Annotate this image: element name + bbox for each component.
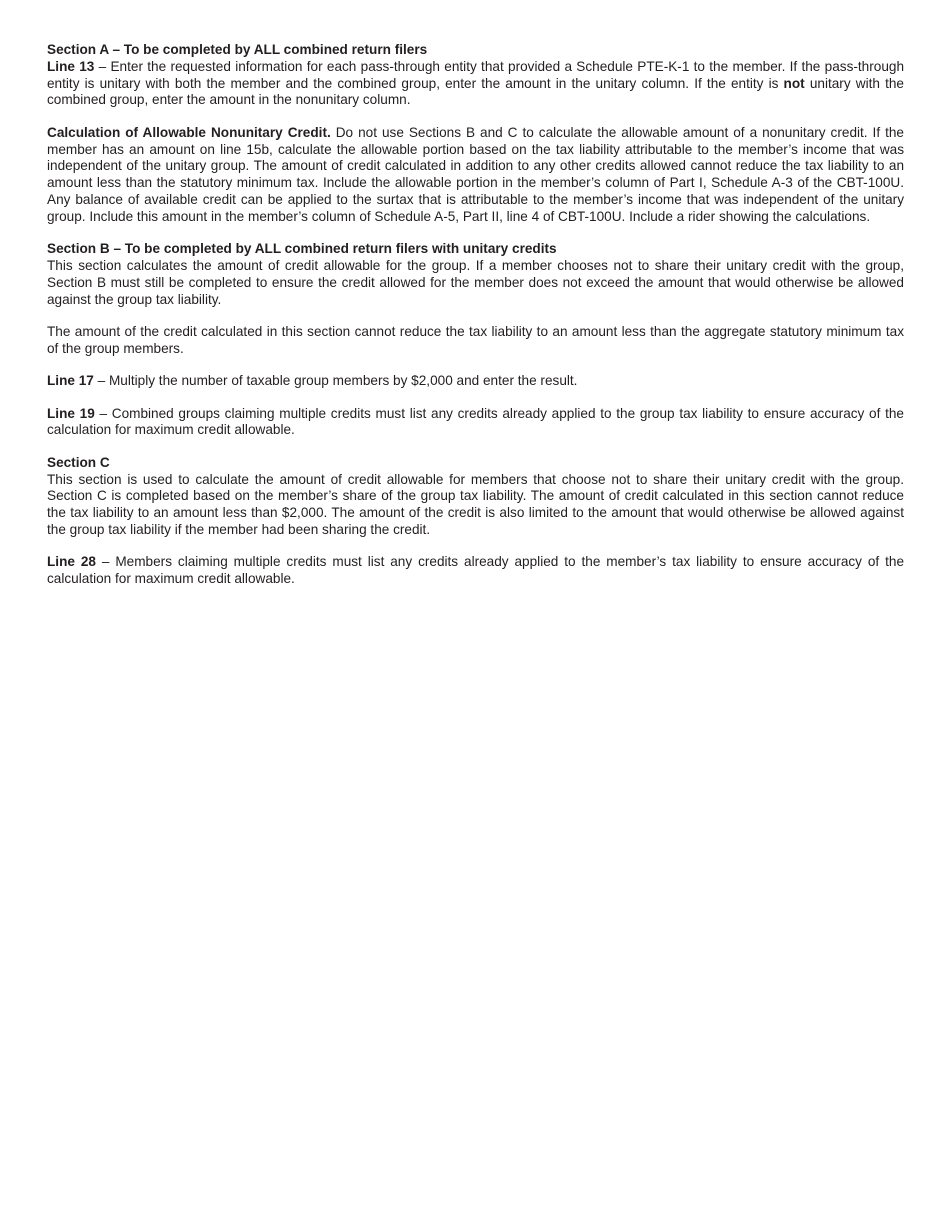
nonunitary-credit-text: Do not use Sections B and C to calculate the allowable amount of a nonunitary credit. If the member has an amount on line 15b, calculate the allowable portion based on the tax liability attributable to the member’s income that was independent of the unitary group. The amount of credit calculated in addition to any other credits allowed cannot reduce the tax liability to an amount less than the statutory minimum tax. Include the allowable portion in the member’s column of Part I, Schedule A-3 of the CBT-100U. Any balance of available credit can be applied to the surtax that is attributable to the member’s income that was independent of the unitary group. Include this amount in the member’s column of Schedule A-5, Part II, line 4 of CBT-100U. Include a rider showing the calculations. (47, 124, 904, 224)
section-b-intro: This section calculates the amount of credit allowable for the group. If a member chooses not to share their unitary credit with the group, Section B must still be completed to ensure the credit allowed for the member does not exceed the amount that would otherwise be allowed against the group tax liability. (47, 257, 904, 307)
section-a-heading: Section A – To be completed by ALL combined return filers (47, 42, 428, 57)
line-19-paragraph (47, 406, 904, 440)
line-13-emphasis: not (783, 75, 805, 91)
section-b-heading: Section B – To be completed by ALL combined return filers with unitary credits (47, 241, 557, 257)
line-28-text: – Members claiming multiple credits must list any credits already applied to the member’s tax liability to ensure accuracy of the calculation for maximum credit allowable. (47, 554, 905, 587)
line-13-text-2: unitary with the combined group, enter the amount in the nonunitary column. (47, 75, 904, 108)
line-17-label: Line 17 (47, 373, 94, 389)
section-c-intro: This section is used to calculate the amount of credit allowable for members that choose not to share their unitary credit with the group. Section C is completed based on the member’s share of the group tax liability. The amount of credit calculated in this section cannot reduce the tax liability to an amount less than $2,000. The amount of the credit is also limited to the amount that would otherwise be allowed against the group tax liability if the member had been sharing the credit. (47, 471, 904, 537)
line-17-text: – Multiply the number of taxable group members by $2,000 and enter the result. (93, 373, 578, 389)
line-17-paragraph (47, 373, 904, 390)
nonunitary-credit-label: Calculation of Allowable Nonunitary Credit. (47, 124, 331, 140)
line-13-text-1: – Enter the requested information for each pass-through entity that provided a Schedule PTE-K-1 to the member. If the pass-through entity is unitary with both the member and the combined group, enter the amount in the unitary column. If the entity is (47, 58, 905, 91)
line-13-label: Line 13 (47, 58, 95, 74)
line-19-label: Line 19 (47, 405, 95, 421)
line-28-paragraph (47, 554, 904, 588)
instructions-page (47, 42, 904, 603)
section-c-heading: Section C (47, 454, 110, 470)
line-19-text: – Combined groups claiming multiple credits must list any credits already applied to the group tax liability to ensure accuracy of the calculation for maximum credit allowable. (47, 405, 904, 438)
line-13-paragraph (47, 59, 904, 109)
nonunitary-credit-paragraph (47, 125, 904, 226)
section-b-limit: The amount of the credit calculated in this section cannot reduce the tax liability to an amount less than the aggregate statutory minimum tax of the group members. (47, 323, 904, 356)
line-28-label: Line 28 (47, 554, 96, 570)
